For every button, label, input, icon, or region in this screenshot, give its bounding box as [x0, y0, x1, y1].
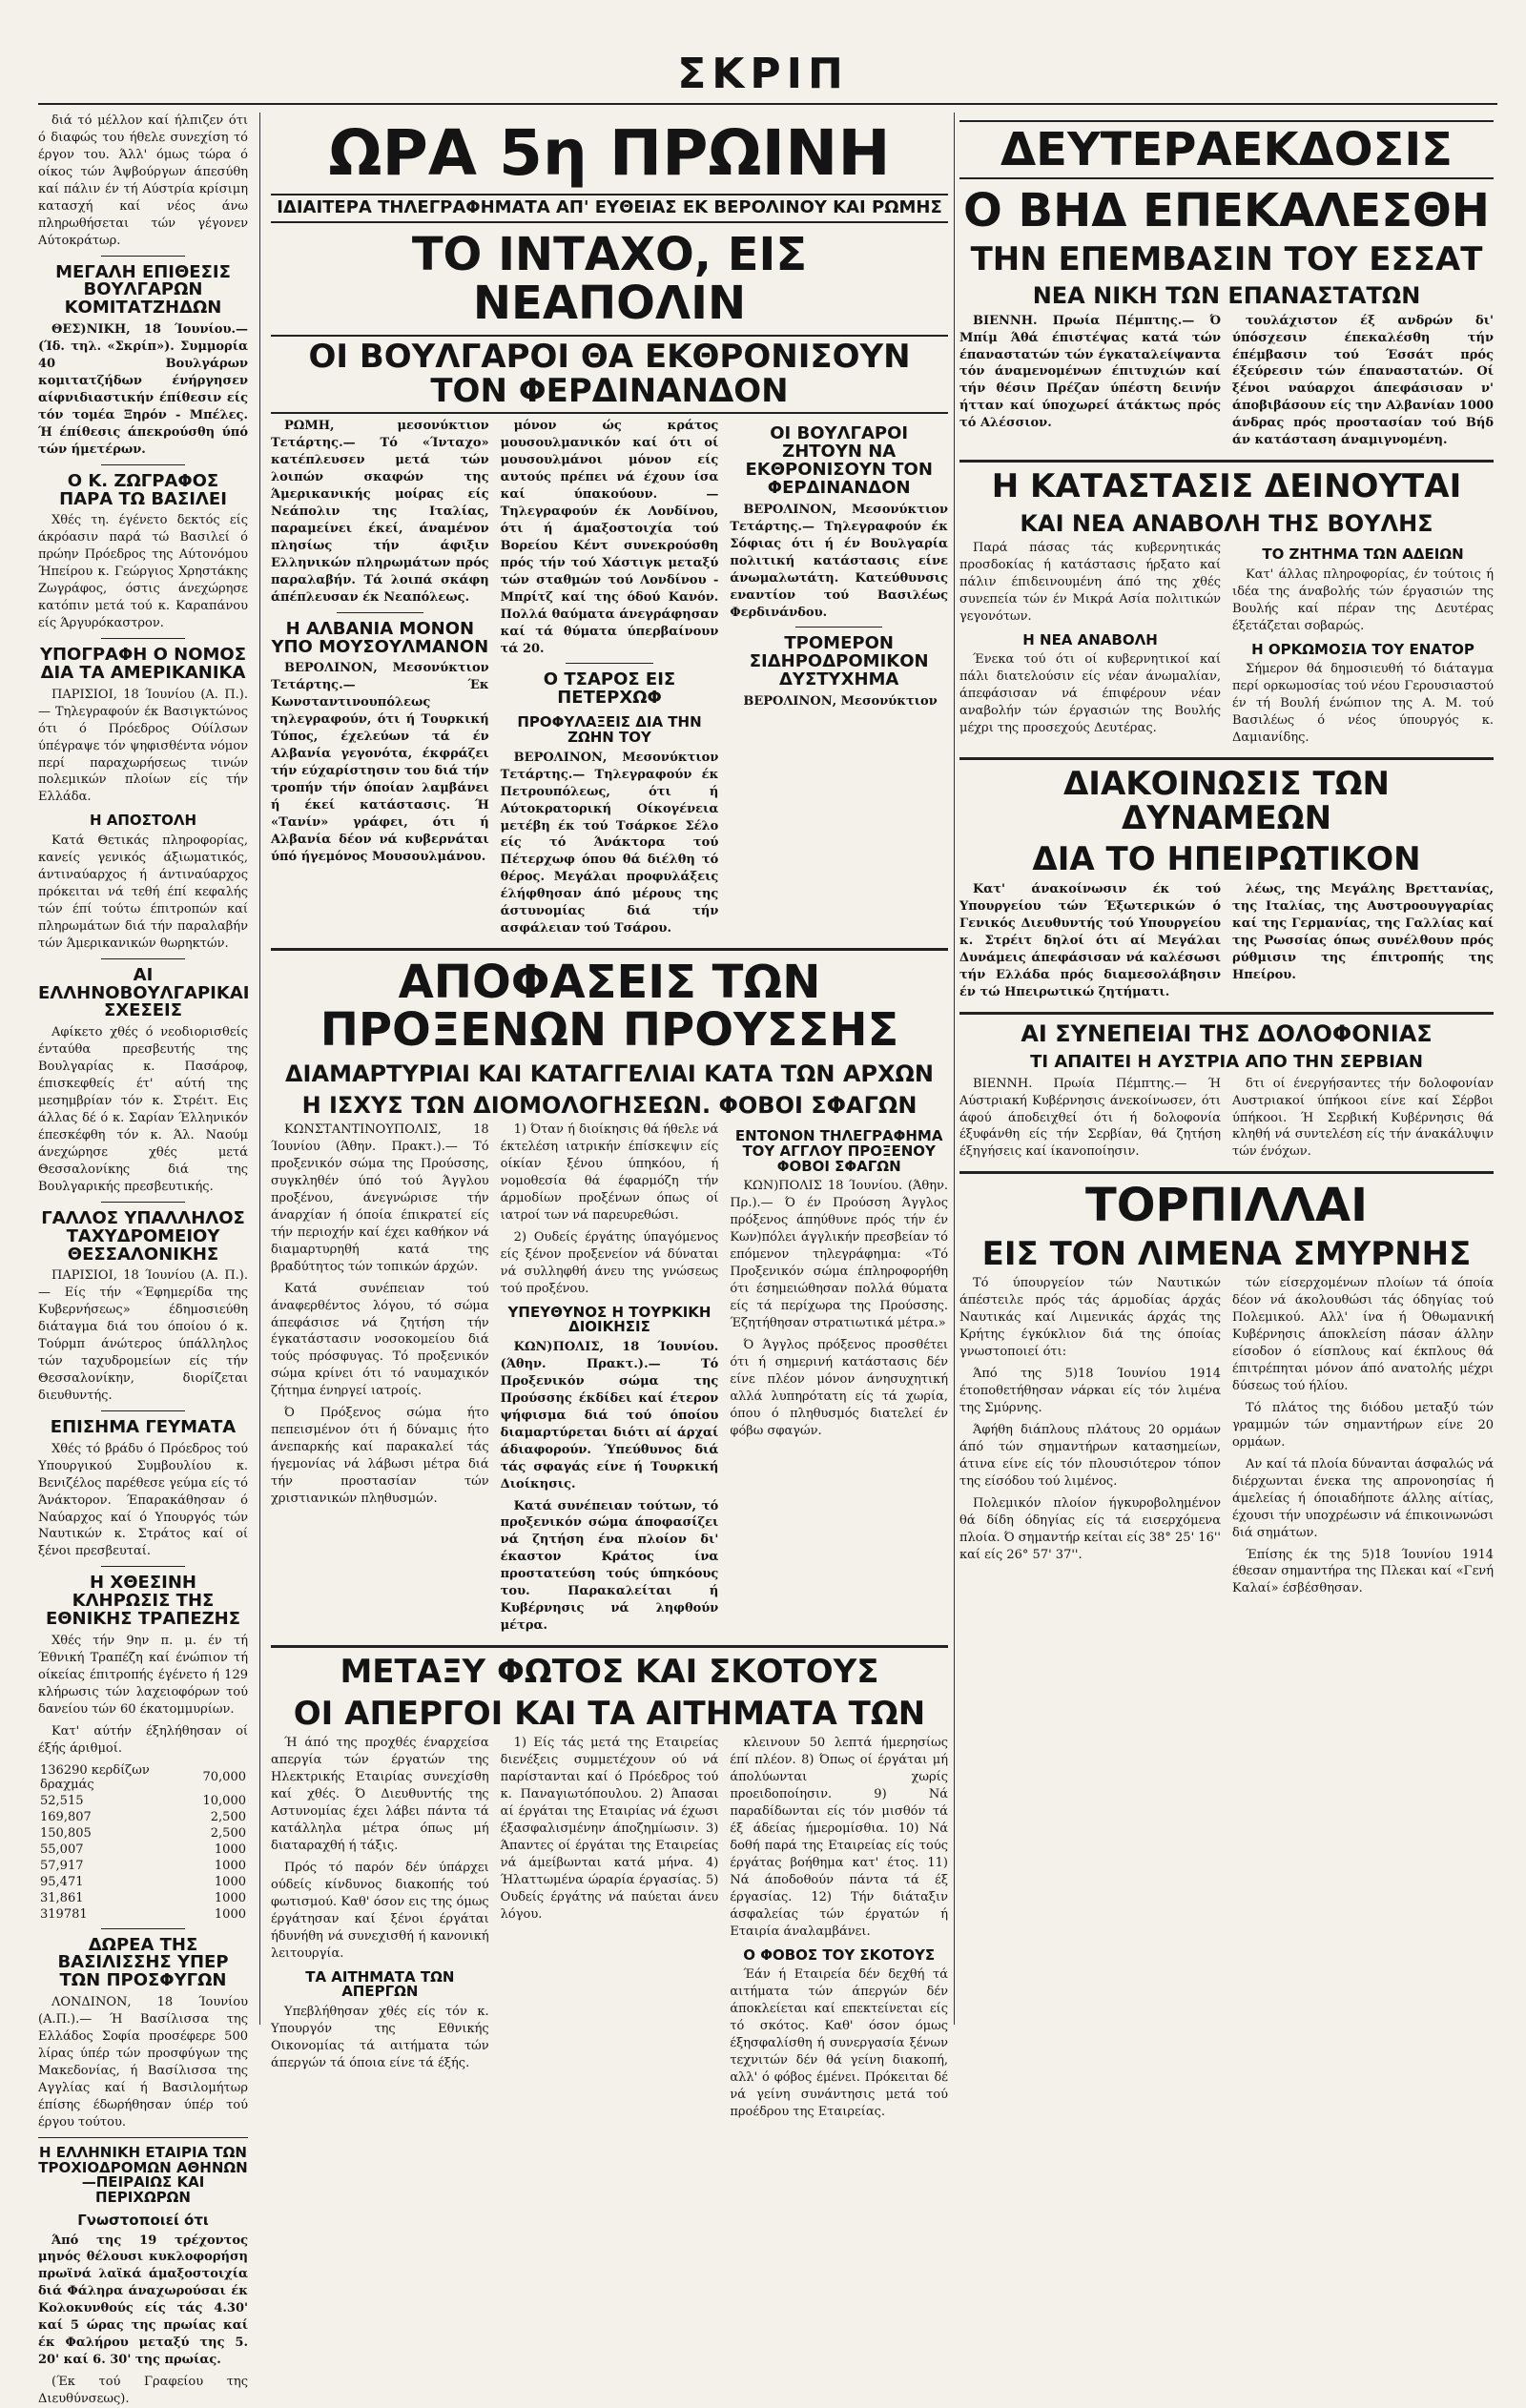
separator — [101, 1202, 185, 1203]
separator — [795, 627, 882, 628]
article-column — [1232, 313, 1494, 455]
headline: ΔΩΡΕΑ ΤΗΣ ΒΑΣΙΛΙΣΣΗΣ ΥΠΕΡ ΤΩΝ ΠΡΟΣΦΥΓΩΝ — [57, 1934, 229, 1991]
headline: ΜΕΤΑΞΥ ΦΩΤΟΣ ΚΑΙ ΣΚΟΤΟΥΣ — [340, 1653, 879, 1692]
article-text: Υπεβλήθησαν χθές είς τόν κ. Υπουργόν της Εθνικής Οικονομίας τά αιτήματα τών άπεργών τά όποια είνε τά έξής. — [271, 2005, 489, 2070]
article-text: 2) Ουδείς έργάτης ύπαγόμενος είς ξένον προξενείον νά δύναται νά συλληφθή άνευ της γνώσεως τού προξένου. — [500, 1229, 719, 1296]
article-text: ΚΩΝ)ΠΟΛΙΣ 18 Ίουνίου. (Άθην. Πρ.).— Ό έν Προύσση Άγγλος πρόξενος άπηύθυνε πρός τήν έν Κων)πόλει άγγλικήν πρεσβείαν τό επόμενον τηλεγράφημα: «Τό Προξενικόν σώμα έπληροφορήθη ότι έσημειώθησαν πολλά θύματα είς τά περίχωρα της Προύσσης. Έζητήθησαν στρατιωτικά μέτρα.» — [730, 1179, 949, 1330]
headline: ΥΠΟΓΡΑΦΗ Ο ΝΟΜΟΣ ΔΙΑ ΤΑ ΑΜΕΡΙΚΑΝΙΚΑ — [39, 645, 247, 683]
article-column — [1232, 1275, 1494, 1602]
article-text: μόνον ώς κράτος μουσουλμανικόν καί ότι οί μουσουλμάνοι μόνον είς αυτούς πρέπει νά έχουν ίσα καί ύπακούουν. — Τηλεγραφούν έκ Λονδίνου, ότι ή άμαξοστοιχία τού Βορείου Κέντ συνεκρούσθη πρός τήν τού Χάστιγκ μεταξύ τών σταθμών τού Λονδίνου - Μπρίτζ καί της όδού Κανόν. Πολλά θαύματα άνεγράφησαν καί τά θύματα ύπερβαίνουν τά 20. — [500, 419, 719, 656]
article-column — [730, 1735, 948, 2125]
separator — [38, 2137, 248, 2138]
lot-amount: 2,500 — [210, 1825, 246, 1841]
article-text: Χθές τήν 9ην π. μ. έν τή Έθνική Τραπέζη καί ένώπιον τή οίκείας έπιτροπής έγένετο ή 129 κλήρωσις τών λαχειοφόρων τού δανείου τών 60 έκατομμυρίων. — [38, 1634, 248, 1717]
top-rule — [38, 103, 1497, 105]
article-signature: (Έκ τού Γραφείου της Διευθύνσεως). — [38, 2375, 248, 2406]
article-text: Ό Πρόξενος σώμα ήτο πεπεισμένον ότι ή δύναμις ήτο άνεπαρκής καί παρακαλεί τάς ήγεμονίας νά λάβωσι μέτρα διά τήν προστασίαν τών χριστιανικών πληθυσμών. — [271, 1406, 489, 1506]
separator — [959, 1012, 1494, 1015]
headline: ΑΠΟΦΑΣΕΙΣ ΤΩΝ ΠΡΟΞΕΝΩΝ ΠΡΟΥΣΣΗΣ — [320, 956, 899, 1058]
article-text: Άπό της 19 τρέχοντος μηνός θέλουσι κυκλοφορήση πρωϊνά λαϊκά άμαξοστοιχία διά Φάληρα άναχωρούσαι έκ Κολοκυνθούς είς τάς 4.30' καί 5 ώρας της πρωίας καί έκ Φαλήρου μεταξύ της 5. 20' καί 6. 30' της πρωίας. — [38, 2233, 248, 2368]
article-column — [271, 1122, 489, 1639]
main-headline: ΩΡΑ 5η ΠΡΩΙΝΗ — [328, 116, 891, 190]
separator — [101, 1928, 185, 1929]
lot-amount: 2,500 — [210, 1809, 246, 1824]
article-text: Κατά Θετικάς πληροφορίας, κανείς γενικός άξιωματικός, άντιναύαρχος ή άντιναύαρχος πρόκειται νά τεθή έπί κεφαλής τών έπί τούτω έπιτροπών καί πληρωμάτων διά τήν παραλαβήν τών Άμερικανικών θωρηκτών. — [38, 834, 248, 951]
table-row — [38, 1793, 248, 1809]
headline: ΤΟ ΙΝΤΑΧΟ, ΕΙΣ ΝΕΑΠΟΛΙΝ — [411, 228, 808, 330]
lottery-table — [38, 1762, 248, 1923]
article-text: Κατά συνέπειαν τούτων, τό προξενικόν σώμα άποφασίζει νά ζητήση ένα πλοίον δι' έκαστον Κράτος ίνα προστατεύση τούς ύπηκόους του. Παρακαλείται ή Κυβέρνησις νά ληφθούν μέτρα. — [500, 1498, 719, 1634]
headline: Ο ΒΗΔ ΕΠΕΚΑΛΕΣΘΗ — [963, 184, 1490, 238]
article-columns — [959, 1076, 1494, 1166]
subheadline: ΤΙ ΑΠΑΙΤΕΙ Η ΑΥΣΤΡΙΑ ΑΠΟ ΤΗΝ ΣΕΡΒΙΑΝ — [1030, 1051, 1423, 1072]
article-column — [959, 540, 1221, 751]
headline: ΕΠΙΣΗΜΑ ΓΕΥΜΑΤΑ — [50, 1416, 237, 1437]
headline: ΟΙ ΒΟΥΛΓΑΡΟΙ ΖΗΤΟΥΝ ΝΑ ΕΚΘΡΟΝΙΣΟΥΝ ΤΟΝ ΦΕΡΔΙΝΑΝΔΟΝ — [745, 423, 933, 499]
article-text: Χθές τη. έγένετο δεκτός είς άκρόασιν παρά τώ Βασιλεί ό πρώην Πρόεδρος της Αύτονόμου Ήπείρου κ. Γεώργιος Χρηστάκης Ζωγράφος, όστις άνεχώρησε κατόπιν μετά τού κ. Καραπάνου είς Άργυρόκαστρον. — [38, 513, 248, 631]
article-text: ΒΕΡΟΛΙΝΟΝ, Μεσονύκτιον Τετάρτης.— Τηλεγραφούν έκ Πετρουπόλεως, ότι ή Αύτοκρατορική Οίκογένεια μετέβη έκ τού Τσάρκοε Σέλο είς τό Άνάκτορα τού Πέτερχωφ όπου θά διέλθη τό θέρος. Μεγάλαι προφυλάξεις έλήφθησαν άπό μέρους της άστυνομίας διά τήν ασφάλειαν τού Τσάρου. — [500, 750, 719, 936]
headline: ΤΗΝ ΕΠΕΜΒΑΣΙΝ ΤΟΥ ΕΣΣΑΤ — [970, 239, 1483, 278]
article-text: 1) Είς τάς μετά της Εταιρείας διενέξεις συμμετέχουν ού νά παρίστανται καί ό Πρόεδρος τού κ. Παναγιωτόπουλου. 2) Άπασαι αί έργάται της Εταιρίας νά έχωσι έξασφαλισμένην άποζημίωσιν. 3) Άπαντες οί έργάται της Εταιρείας νά άμείβωνται κατά μήνα. 4) Ήλαττωμένα ώραρία έργασίας. 5) Ουδείς έργάτης νά παύεται άνευ λόγου. — [500, 1736, 719, 1922]
center-column — [271, 113, 949, 2119]
article-text: τουλάχιστον έξ ανδρών δι' ύπόσχεσιν έπεκαλέσθη τήν έπέμβασιν τού Έσσάτ πρός έξεύρεσιν τών έπαναστατών. Οί ξένοι ναύαρχοι άπεφάσισαν ν' άποβιβάσουν είς την Αλβανίαν 1000 άνδρας πρός προστασίαν τού Βήδ άν κατάσταση άναμιγνομένη. — [1232, 313, 1494, 448]
article-columns — [959, 1275, 1494, 1602]
headline: ΤΑ ΑΙΤΗΜΑΤΑ ΤΩΝ ΑΠΕΡΓΩΝ — [305, 1967, 455, 2001]
lot-number: 52,515 — [40, 1793, 84, 1808]
article-intro: διά τό μέλλον καί ήλπιζεν ότι ό διαφώς του ήθελε συνεχίση τό έργον του. Άλλ' όμως τώρα ό οίκος τών Άψβούργων άπεσύθη καί πάλιν έν τή Αύστρία κρίσιμη κατασχή καί νέος άνω πληρωθήσεται τών γέγονεν Αύτοκράτωρ. — [38, 113, 248, 248]
headline: Ο ΤΣΑΡΟΣ ΕΙΣ ΠΕΤΕΡΧΩΦ — [543, 669, 676, 709]
lot-number: 55,007 — [40, 1842, 84, 1857]
article-text: ΚΩΝ)ΠΟΛΙΣ, 18 Ίουνίου. (Άθην. Πρακτ.).— Τό Προξενικόν σώμα της Προύσσης έκδίδει καί έτερον ψήφισμα διά τού όποίου διαμαρτύρεται διότι αί άρχαί άδιαφορούν. Ύπεύθυνος διά τάς σφαγάς είνε ή Τουρκική Διοίκησις. — [500, 1340, 719, 1492]
article-column — [271, 418, 489, 942]
left-column — [38, 113, 250, 2406]
separator — [101, 464, 185, 465]
article-text: Κατ' άλλας πληροφορίας, έν τούτοις ή ιδέα της άναβολής τών έργασιών της Βουλής καί πέραν της Δευτέρας έξετάζεται σοβαρώς. — [1232, 566, 1494, 633]
article-text: Πρός τό παρόν δέν ύπάρχει ούδείς κίνδυνος διακοπής τού φωτισμού. Καθ' όσον εις της όμως έργάτησαν καί ξένοι έργάται ήδυνήθη νά συνεχισθή ή κανονική λειτουργία. — [271, 1860, 489, 1961]
article-text: ΚΩΝΣΤΑΝΤΙΝΟΥΠΟΛΙΣ, 18 Ίουνίου (Άθην. Πρακτ.).— Τό προξενικόν σώμα της Προύσσης, συγκληθέν ύπό τού Άγγλου προξένου, άνεγνώρισε τήν άναρχίαν ή όποία έπικρατεί είς τήν περιοχήν καί έχει καθήκον νά διαμαρτυρηθή κατά της βραδύτητος τών τοπικών άρχών. — [271, 1122, 489, 1274]
headline: ΤΟΡΠΙΛΛΑΙ — [1084, 1179, 1369, 1233]
subheadline: Η ΑΠΟΣΤΟΛΗ — [89, 812, 197, 830]
lot-number: 95,471 — [40, 1874, 84, 1889]
lot-number: 57,917 — [40, 1858, 84, 1873]
table-row — [38, 1809, 248, 1825]
article-text: Τό πλάτος της διόδου μεταξύ τών γραμμών τών σημαντήρων είνε 20 ορμάων. — [1232, 1401, 1494, 1450]
lot-amount: 1000 — [214, 1858, 246, 1873]
table-row — [38, 1842, 248, 1858]
separator — [337, 612, 423, 613]
article-text: ΠΑΡΙΣΙΟΙ, 18 Ίουνίου (Α. Π.).— Τηλεγραφούν έκ Βασιγκτώνος ότι ό Πρόεδρος Ούίλσων ύπέγραψε τόν ψηφισθέντα νόμον περί παραχωρήσεως τινών πολεμικών πλοίων είς τήν Ελλάδα. — [38, 687, 248, 805]
article-text: Κατά συνέπειαν τού άναφερθέντος λόγου, τό σώμα άπεφάσισε νά ζητήση τήν έγκατάστασιν νοσοκομείου διά τούς πρόσφυγας. Τό προξενικόν σώμα κρίνει ότι τό ναυμαχικόν ζήτημα ένηργεί ιατροίς. — [271, 1281, 489, 1399]
lot-amount: 1000 — [214, 1906, 246, 1922]
table-row — [38, 1858, 248, 1874]
headline: ΥΠΕΥΘΥΝΟΣ Η ΤΟΥΡΚΙΚΗ ΔΙΟΙΚΗΣΙΣ — [507, 1303, 711, 1336]
main-subheadline: ΙΔΙΑΙΤΕΡΑ ΤΗΛΕΓΡΑΦΗΜΑΤΑ ΑΠ' ΕΥΘΕΙΑΣ ΕΚ ΒΕΡΟΛΙΝΟΥ ΚΑΙ ΡΩΜΗΣ — [271, 194, 948, 223]
lot-amount: 10,000 — [202, 1793, 246, 1808]
subheadline: ΕΙΣ ΤΟΝ ΛΙΜΕΝΑ ΣΜΥΡΝΗΣ — [981, 1234, 1472, 1273]
separator — [101, 638, 185, 639]
edition-banner: ΔΕΥΤΕΡΑΕΚΔΟΣΙΣ — [959, 120, 1494, 179]
lot-number: 31,861 — [40, 1890, 84, 1905]
article-text: Πολεμικόν πλοίον ήγκυροβολημένον θά δίδη όδηγίας είς τά εισερχόμενα πλοία. Ό σημαντήρ κείται είς 38° 25' 16'' καί είς 26° 57' 37''. — [959, 1495, 1221, 1562]
separator — [959, 1171, 1494, 1174]
article-columns — [271, 418, 948, 942]
lot-amount: 1000 — [214, 1842, 246, 1857]
right-column — [959, 113, 1494, 2025]
headline: ΤΡΟΜΕΡΟΝ ΣΙΔΗΡΟΔΡΟΜΙΚΟΝ ΔΥΣΤΥΧΗΜΑ — [749, 633, 929, 690]
column-divider — [954, 113, 955, 2025]
headline: Ο Κ. ΖΩΓΡΑΦΟΣ ΠΑΡΑ ΤΩ ΒΑΣΙΛΕΙ — [59, 470, 227, 509]
headline: ΟΙ ΒΟΥΛΓΑΡΟΙ ΘΑ ΕΚΘΡΟΝΙΣΟΥΝ ΤΟΝ ΦΕΡΔΙΝΑΝΔΟΝ — [271, 335, 948, 414]
headline: ΑΙ ΣΥΝΕΠΕΙΑΙ ΤΗΣ ΔΟΛΟΦΟΝΙΑΣ — [1021, 1019, 1433, 1047]
headline: ΓΑΛΛΟΣ ΥΠΑΛΛΗΛΟΣ ΤΑΧΥΔΡΟΜΕΙΟΥ ΘΕΣΣΑΛΟΝΙΚΗΣ — [41, 1207, 245, 1265]
article-text: Παρά πάσας τάς κυβερνητικάς προσδοκίας ή κατάστασις ήρξατο καί πάλιν έπιδεινουμένη άπό της χθές συνεπεία τών έν Μικρά Ασία πολιτικών γεγονότων. — [959, 541, 1221, 624]
article-columns — [959, 540, 1494, 751]
separator — [271, 1645, 948, 1648]
article-text: Άφήθη διάπλους πλάτους 20 ορμάων άπό τών σημαντήρων κατασημείων, άτινα είνε είς τόν πλουσιότερον τόπον της είσόδου τού λιμένος. — [959, 1422, 1221, 1489]
subheadline: Η ΙΣΧΥΣ ΤΩΝ ΔΙΟΜΟΛΟΓΗΣΕΩΝ. ΦΟΒΟΙ ΣΦΑΓΩΝ — [301, 1092, 918, 1120]
table-row — [38, 1906, 248, 1923]
separator — [101, 1566, 185, 1567]
headline: ΤΟ ΖΗΤΗΜΑ ΤΩΝ ΑΔΕΙΩΝ — [1262, 545, 1464, 564]
headline: ΔΙΑΚΟΙΝΩΣΙΣ ΤΩΝ ΔΥΝΑΜΕΩΝ — [1062, 764, 1391, 837]
article-column — [1232, 540, 1494, 751]
headline: ΜΕΓΑΛΗ ΕΠΙΘΕΣΙΣ ΒΟΥΛΓΑΡΩΝ ΚΟΜΙΤΑΤΖΗΔΩΝ — [55, 261, 231, 319]
article-column — [959, 881, 1221, 1006]
table-row — [38, 1874, 248, 1890]
article-text: ΡΩΜΗ, μεσονύκτιον Τετάρτης.— Τό «Ίνταχο» κατέπλευσεν μετά τών λοιπών σκαφών της Άμερικανικής μοίρας είς Νεάπολιν της Ιταλίας, παραμείνει έκεί, άναμένον πλησίως τήν άφιξιν Ελληνικών πληρωμάτων πρός παραλαβήν. Τά λοιπά σκάφη άπέπλευσαν έκ Νεαπόλεως. — [271, 419, 489, 605]
article-text: ΛΟΝΔΙΝΟΝ, 18 Ίουνίου (Α.Π.).— Ή Βασίλισσα της Ελλάδος Σοφία προσέφερε 500 λίρας ύπέρ τών προσφύγων της Μακεδονίας, ή Βασίλισσα της Αγγλίας καί ή Βασιλομήτωρ έπίσης έδωρήθησαν ύπέρ τού έργου τούτου. — [38, 1995, 248, 2130]
article-column — [959, 1275, 1221, 1602]
article-text: Έάν ή Εταιρεία δέν δεχθή τά αιτήματα τών άπεργών δέν άποκλείεται καί επεκτείνεται είς τό σκότος. Καθ' όσον όμως έξησφαλίσθη ή συνεργασία ξένων τεχνιτών δέν θά γείνη διακοπή, αλλ' ό φόβος έμένει. Πρόκειται δέ νά γείνη συνάντησις μετά τού προέδρου της Εταιρείας. — [730, 1967, 949, 2119]
subheadline: ΔΙΑ ΤΟ ΗΠΕΙΡΩΤΙΚΟΝ — [1032, 840, 1421, 879]
headline: Η ΧΘΕΣΙΝΗ ΚΛΗΡΩΣΙΣ ΤΗΣ ΕΘΝΙΚΗΣ ΤΡΑΠΕΖΗΣ — [45, 1573, 241, 1630]
separator — [959, 757, 1494, 760]
separator — [271, 948, 948, 951]
article-column — [730, 1122, 948, 1639]
article-text: δτι οί ένεργήσαντες τήν δολοφονίαν Αυστριακοί ύπήκοοι είνε καί Σέρβοι ύπήκοοι. Ή Σερβική Κυβέρνησις θά κληθή νά συντελέση είς τήν άνακάλυψιν τών ένόχων. — [1232, 1076, 1494, 1160]
separator — [101, 1410, 185, 1411]
subheadline: ΠΡΟΦΥΛΑΞΕΙΣ ΔΙΑ ΤΗΝ ΖΩΗΝ ΤΟΥ — [517, 713, 702, 746]
article-text: Ό Άγγλος πρόξενος προσθέτει ότι ή σημερινή κατάστασις δέν είνε πλέον μόνον άνησυχητική αλλά λυπηρότατη είς τά χωρία, όπου ό πληθυσμός διατελεί έν φόβω σφαγών. — [730, 1337, 949, 1438]
article-text: ΒΙΕΝΝΗ. Πρωία Πέμπτης.— Ό Μπίμ Άθά έπιστέψας κατά τών έπαναστατών τών έγκαταλείψαντα τόν άναμενομένων έπιτυχιών καί τήν θέσιν Πρέζαν ύπέστη δεινήν ήτταν καί ύποχωρεί άτάκτως πρός τό Αλέσσιον. — [959, 313, 1221, 431]
headline: Η ΑΛΒΑΝΙΑ ΜΟΝΟΝ ΥΠΟ ΜΟΥΣΟΥΛΜΑΝΟΝ — [271, 618, 489, 657]
article-text: ΒΕΡΟΛΙΝΟΝ, Μεσονύκτιον — [743, 694, 938, 710]
masthead: ΣΚΡΙΠ — [677, 50, 849, 98]
article-text: λέως, της Μεγάλης Βρεττανίας, της Ιταλίας, της Αυστροουγγαρίας καί της Γερμανίας, της Γαλλίας καί της Ρωσσίας όπως συνέλθουν πρός ρύθμισιν της έπιτροπής της Ηπείρου. — [1232, 882, 1494, 982]
article-column — [1232, 1076, 1494, 1166]
article-text: Έπίσης έκ της 5)18 Ίουνίου 1914 έθεσαν σημαντήρα της Πλεκαι καί «Γενή Καλαί» έσβέσθησαν. — [1232, 1547, 1494, 1596]
headline: ΑΙ ΕΛΛΗΝΟΒΟΥΛΓΑΡΙΚΑΙ ΣΧΕΣΕΙΣ — [38, 964, 250, 1021]
article-text: ΒΕΡΟΛΙΝΟΝ, Μεσονύκτιον Τετάρτης.— Έκ Κωνσταντινουπόλεως τηλεγραφούν, ότι ή Τουρκική Τύπος, έχελεύων τά έν Αλβανία γεγονότα, έκφράζει τήν εύχαρίστησιν του διά τήν τροπήν τήν όποίαν λαμβάνει ή έκεί κατάστασις. Ή «Τανίν» γράφει, ότι ή Αλβανία δέον νά κυβερνάται ύπό ήγεμόνος Μουσουλμάνου. — [271, 661, 489, 864]
separator — [959, 460, 1494, 463]
article-text: Ένεκα τού ότι οί κυβερνητικοί καί πάλι διατελούσιν είς νέαν άνωμαλίαν, άπεφάσισαν νά έπιφέρουν νέαν αναβολήν τών έργασιών της Βουλής μέχρι της προσεχούς Δευτέρας. — [959, 652, 1221, 736]
headline: Η ΟΡΚΩΜΟΣΙΑ ΤΟΥ ΕΝΑΤΟΡ — [1251, 640, 1474, 658]
article-text: Κατ' άνακοίνωσιν έκ τού Υπουργείου τών Έξωτερικών ό Γενικός Διευθυντής τού Υπουργείου κ. Στρέιτ δηλοί ότι αί Μεγάλαι Δυνάμεις άπεφάσισαν νά καλέσωσι τήν Ελλάδα πρός διαμεσολάβησιν έν τώ Ηπειρωτικώ ζητήματι. — [959, 882, 1221, 999]
table-row — [38, 1762, 248, 1793]
article-columns — [271, 1122, 948, 1639]
headline: Η ΝΕΑ ΑΝΑΒΟΛΗ — [1022, 630, 1158, 648]
article-column — [501, 1735, 719, 2125]
table-row — [38, 1825, 248, 1842]
headline: Η ΚΑΤΑΣΤΑΣΙΣ ΔΕΙΝΟΥΤΑΙ — [991, 467, 1462, 506]
article-text: Αφίκετο χθές ό νεοδιορισθείς ένταύθα πρεσβευτής της Βουλγαρίας κ. Πασάροφ, έπισκεφθείς έτ' αύτή της μεσημβρίαν τόν κ. Στρέιτ. Εις άλλας δέ ό κ. Σαρίαν Έλληνικόν έπεσκέφθη τόν κ. Άλ. Ναούμ άνεχώρησε χθές μετά Θεσσαλονίκης διά της Βουλγαρικής πρεσβευτικής. — [38, 1025, 248, 1194]
subheadline: ΚΑΙ ΝΕΑ ΑΝΑΒΟΛΗ ΤΗΣ ΒΟΥΛΗΣ — [1020, 509, 1433, 537]
article-text: Αν καί τά πλοία δύνανται άσφαλώς νά διέρχωνται ένεκα της απρονοησίας ή άμελείας ή όποιαδήποτε άλλης αίτίας, έχουσι τήν υποχρέωσιν νά έπικοινωνώσι διά σημάτων. — [1232, 1456, 1494, 1540]
headline: Ο ΦΟΒΟΣ ΤΟΥ ΣΚΟΤΟΥΣ — [743, 1945, 936, 1964]
article-text: Χθές τό βράδυ ό Πρόεδρος τού Υπουργικού Συμβουλίου κ. Βενιζέλος παρέθεσε γεύμα είς τό Άνάκτορον. Έπαρακάθησαν ό Ναύαρχος καί ό Υπουργός τών Ναυτικών κ. Στράτος καί οί ξένοι πρεσβευταί. — [38, 1441, 248, 1559]
article-column — [959, 1076, 1221, 1166]
article-text: Σήμερον θά δημοσιευθή τό διάταγμα περί ορκωμοσίας τού νέου Γερουσιαστού έν τή Βουλή ένώπιον της Α. Μ. τού Βασιλέως ό νέος ύπουργός κ. Δαμιανίδης. — [1232, 662, 1494, 746]
article-text: ΒΕΡΟΛΙΝΟΝ, Μεσονύκτιον Τετάρτης.— Τηλεγραφούν έκ Σόφιας ότι ή έν Βουλγαρία πολιτική κατάστασις είνε άνωμαλωτάτη. Κατεύθυνσις εναντίον τού Βασιλέως Φερδινάνδου. — [730, 502, 949, 620]
headline: Η ΕΛΛΗΝΙΚΗ ΕΤΑΙΡΙΑ ΤΩΝ ΤΡΟΧΙΟΔΡΟΜΩΝ ΑΘΗΝΩΝ—ΠΕΙΡΑΙΩΣ ΚΑΙ ΠΕΡΙΧΩΡΩΝ — [38, 2143, 248, 2206]
article-column — [501, 418, 719, 942]
article-text: κλεινουν 50 λεπτά ήμερησίως έπί πλέον. 8) Όπως οί έργάται μή άπολύωνται χωρίς προειδοποίησιν. 9) Νά παραδίδωνται είς τόν μισθόν τά έξ άδείας ήμερομίσθια. 10) Νά δοθή παρά της Εταιρείας είς τούς έργάτας βοήθημα κατ' έτος. 11) Νά άποδοθούν πάντα τά έξ έργασίας. 12) Τήν διάταξιν άσφαλείας τών έργατών ή Εταιρία άναλαμβάνει. — [730, 1736, 949, 1939]
article-column — [501, 1122, 719, 1639]
lot-number: 319781 — [40, 1906, 88, 1922]
subheadline: ΟΙ ΑΠΕΡΓΟΙ ΚΑΙ ΤΑ ΑΙΤΗΜΑΤΑ ΤΩΝ — [293, 1694, 926, 1733]
lot-number: 169,807 — [40, 1809, 92, 1824]
subheadline: Γνωστοποιεί ότι — [77, 2211, 209, 2229]
article-text: ΒΙΕΝΝΗ. Πρωία Πέμπτης.— Ή Αύστριακή Κυβέρνησις άνεκοίνωσεν, ότι άφού άποδειχθεί ότι ή δολοφονία έξυφάνθη είς τήν Σερβίαν, θά ζητήση έξηγήσεις καί ίκανοποίησιν. — [959, 1076, 1221, 1160]
article-column — [271, 1735, 489, 2125]
separator — [566, 663, 652, 664]
lot-number: 150,805 — [40, 1825, 92, 1841]
separator — [101, 958, 185, 959]
separator — [101, 256, 185, 257]
headline: ΕΝΤΟΝΟΝ ΤΗΛΕΓΡΑΦΗΜΑ ΤΟΥ ΑΓΓΛΟΥ ΠΡΟΞΕΝΟΥ ΦΟΒΟΙ ΣΦΑΓΩΝ — [734, 1127, 943, 1175]
article-column — [959, 313, 1221, 455]
lottery-caption: Κατ' αύτήν έξηλήθησαν οί έξής άριθμοί. — [38, 1723, 248, 1756]
table-row — [38, 1890, 248, 1906]
lot-amount: 70,000 — [202, 1770, 246, 1785]
article-column — [1232, 881, 1494, 1006]
article-column — [730, 418, 948, 942]
lot-amount: 1000 — [214, 1890, 246, 1905]
subheadline: ΝΕΑ ΝΙΚΗ ΤΩΝ ΕΠΑΝΑΣΤΑΤΩΝ — [1032, 282, 1421, 310]
article-text: Τό ύπουργείον τών Ναυτικών άπέστειλε πρός τάς άρμοδίας άρχάς Ναυτικάς καί Λιμενικάς άρχάς της Κρήτης έγκύκλιον διά της όποίας γνωστοποιεί ότι: — [959, 1276, 1221, 1360]
article-text: Άπό της 5)18 Ίουνίου 1914 έτοποθετήθησαν νάρκαι είς τόν λιμένα της Σμύρνης. — [959, 1367, 1221, 1415]
lot-number: 136290 κερδίζων δραχμάς — [40, 1762, 150, 1792]
article-columns — [959, 881, 1494, 1006]
article-columns — [959, 313, 1494, 455]
article-text: Ή άπό της προχθές έναρχείσα απεργία τών έργατών της Ηλεκτρικής Εταιρίας συνεχίσθη καί χθές. Ό Διευθυντής της Αστυνομίας έχει λάβει πάντα τά κατάλληλα μέτρα όπως μή διαταραχθή ή τάξις. — [271, 1736, 489, 1854]
lot-amount: 1000 — [214, 1874, 246, 1889]
article-text: τών είσερχομένων πλοίων τά όποία δέον νά άκολουθώσι τάς όδηγίας τού Πολεμικού. Αλλ' ίνα ή Όθωμανική Κυβέρνησις άποκλείση πάσαν άλλην είσοδον ό είσπλους καί έκπλους θά έπιτρέπηται μόνον άπό ανατολής μέχρι δύσεως τού ήλίου. — [1232, 1276, 1494, 1394]
article-text: 1) Όταν ή διοίκησις θά ήθελε νά έκτελέση ιατρικήν έπίσκεψιν είς οίκίαν ξένου ύπηκόου, ή νομοθεσία θά έφαρμόζη τήν άρμοδίων προξένων όπως οί ιατροί των νά παρευρεθώσι. — [500, 1122, 719, 1223]
article-columns — [271, 1735, 948, 2125]
column-divider — [259, 113, 260, 2025]
subheadline: ΔΙΑΜΑΡΤΥΡΙΑΙ ΚΑΙ ΚΑΤΑΓΓΕΛΙΑΙ ΚΑΤΑ ΤΩΝ ΑΡΧΩΝ — [284, 1060, 934, 1087]
article-text: ΠΑΡΙΣΙΟΙ, 18 Ίουνίου (Α. Π.).— Είς τήν «Έφημερίδα της Κυβερνήσεως» έδημοσιεύθη διάταγμα διά του όποίου ό κ. Τούρμπ άνώτερος ύπάλληλος τών ταχυδρομείων είς τήν Θεσσαλονίκην, διορίζεται διευθυντής. — [38, 1268, 248, 1403]
article-text: ΘΕΣ)ΝΙΚΗ, 18 Ίουνίου.— (Ίδ. τηλ. «Σκρίπ»). Συμμορία 40 Βουλγάρων κομιτατζήδων ένήργησεν αίφνιδιαστικήν έπίθεσιν είς τόν τομέα Ξηρόν - Μπέλες. Ή έπίθεσις άπεκρούσθη ύπό τών ήμετέρων. — [38, 322, 248, 457]
